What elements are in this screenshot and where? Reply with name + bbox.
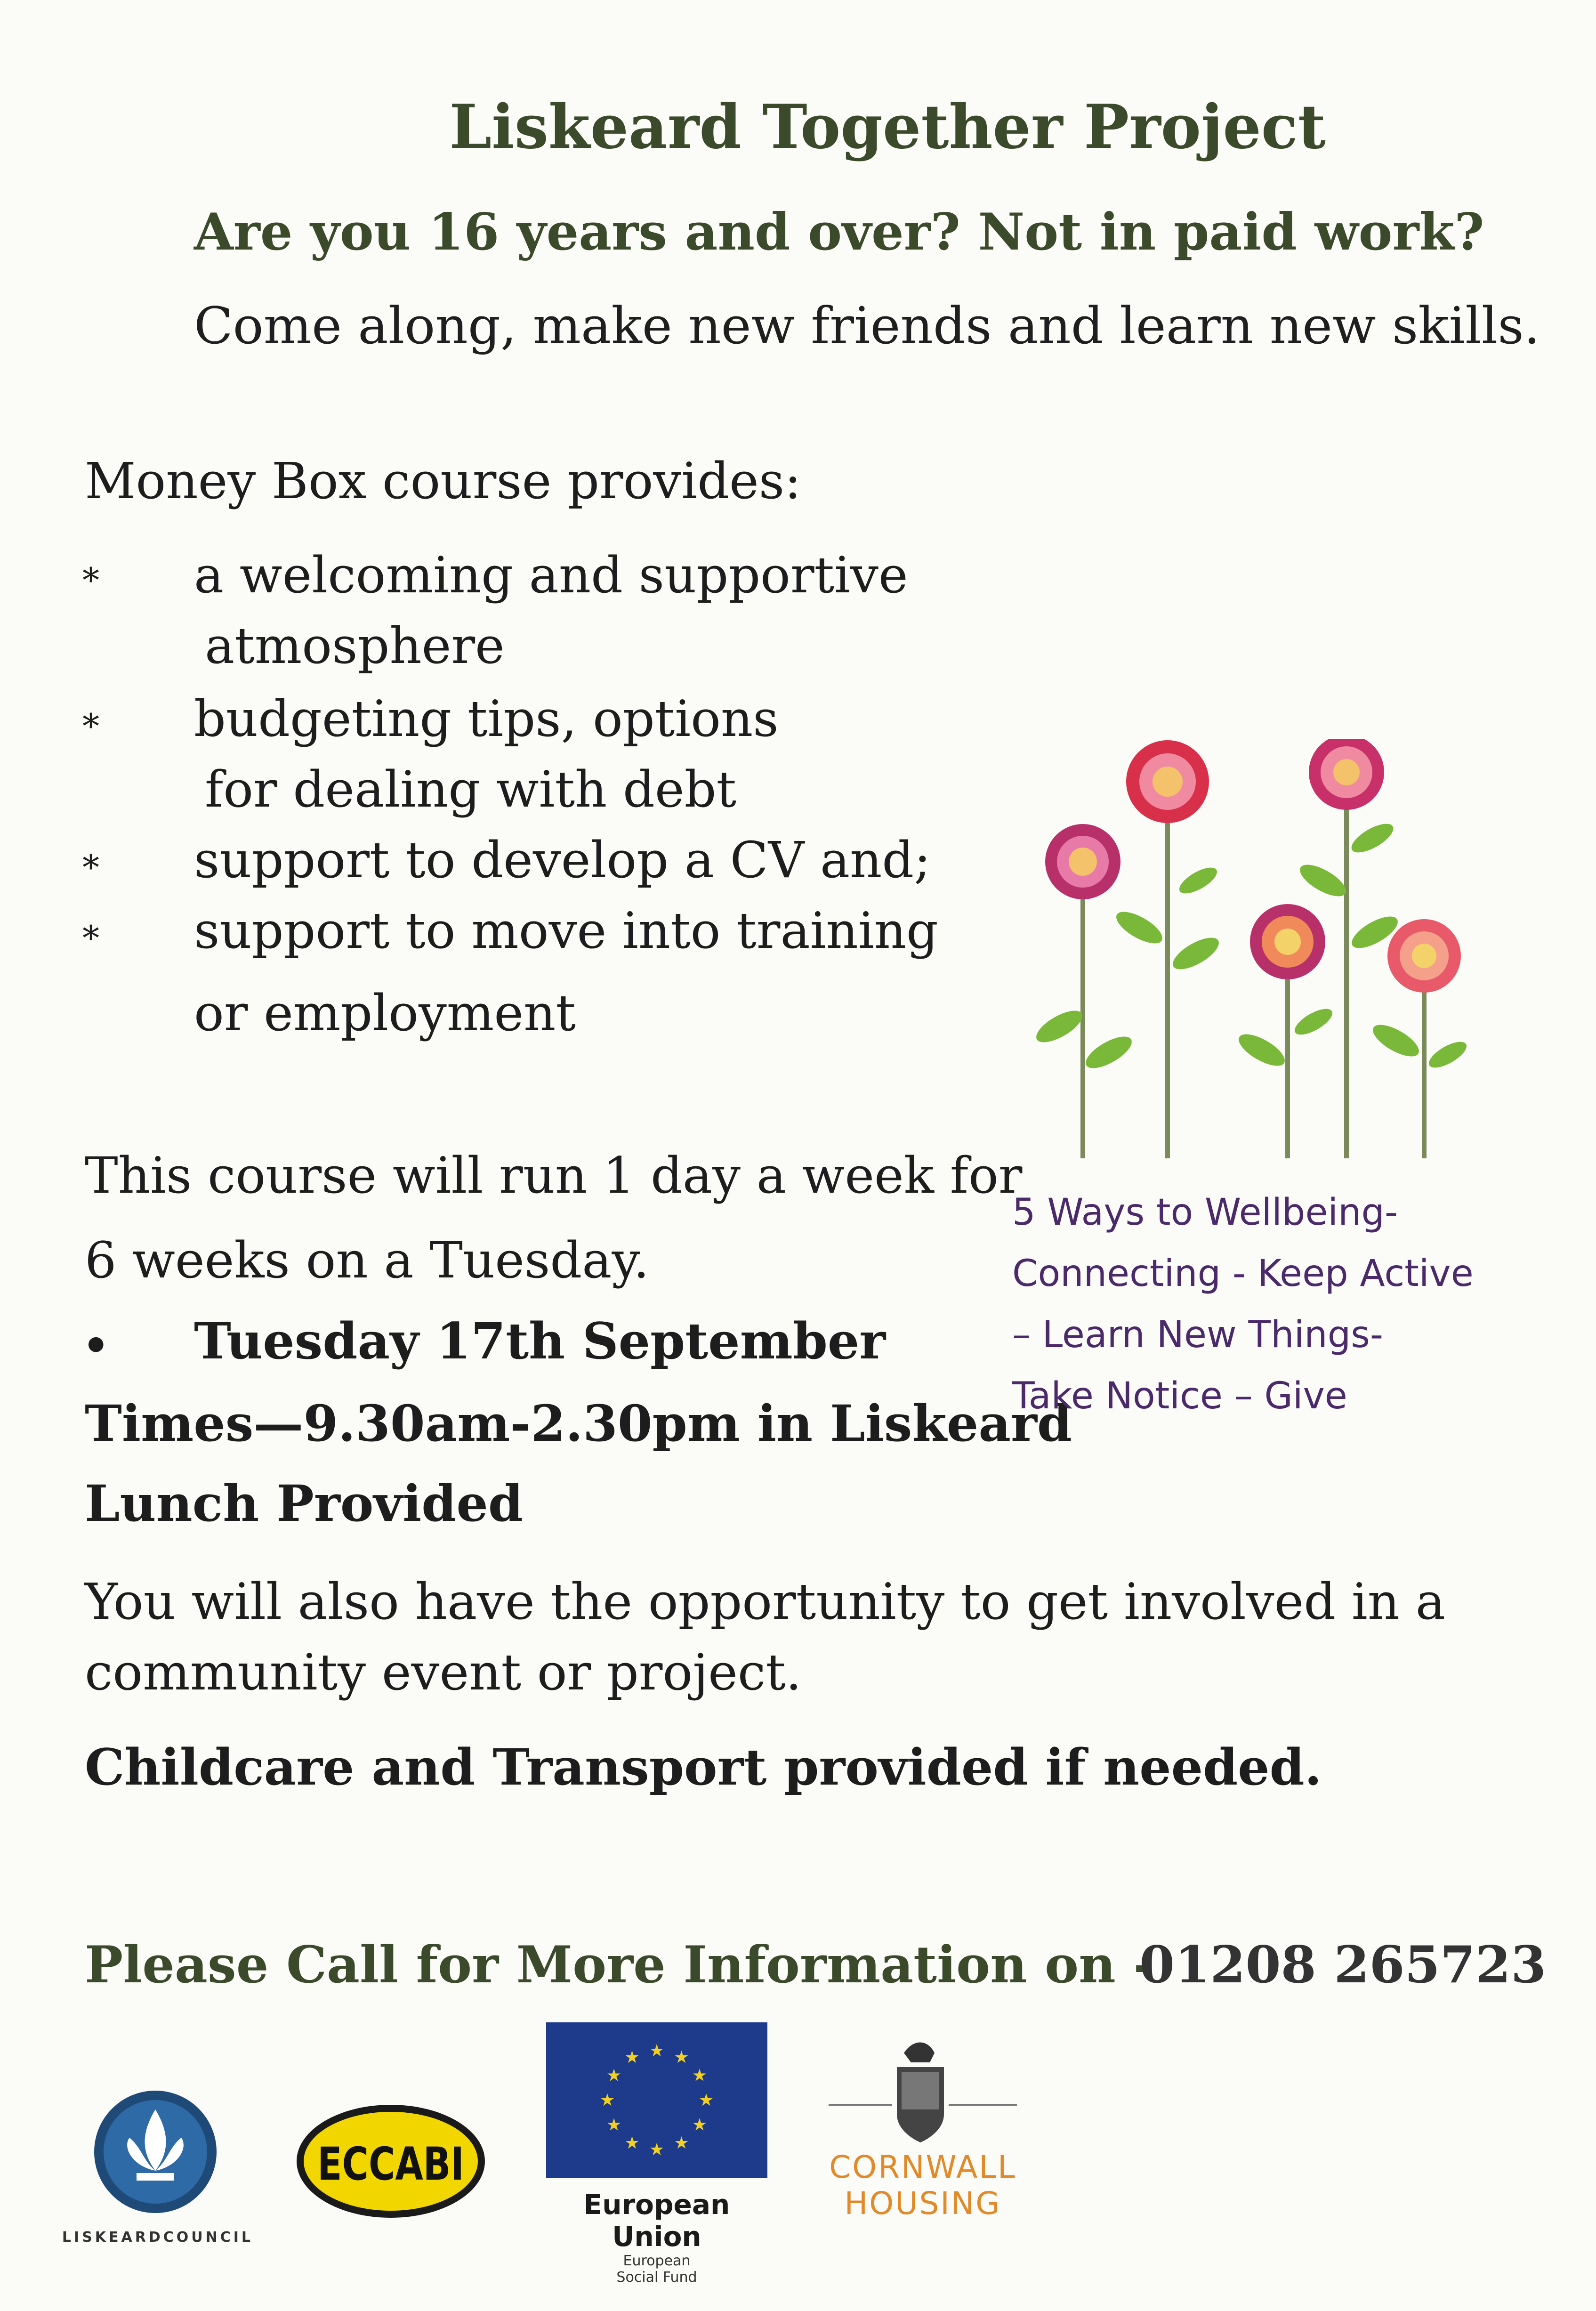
liskeard-council-logo bbox=[47, 2081, 268, 2260]
course-intro: Money Box course provides: bbox=[85, 452, 801, 510]
wellbeing-line: Connecting - Keep Active bbox=[1012, 1252, 1474, 1295]
eu-star-icon: ★ bbox=[599, 2091, 615, 2110]
cornwall-text: CORNWALL bbox=[829, 2149, 1016, 2185]
lunch-note: Lunch Provided bbox=[85, 1474, 523, 1533]
bullet-star: * bbox=[82, 560, 99, 600]
list-item-cv: support to develop a CV and; bbox=[194, 831, 931, 889]
coat-of-arms-icon bbox=[810, 2034, 1036, 2147]
eu-subtitle-2: Social Fund bbox=[616, 2269, 697, 2286]
list-item-training: support to move into training bbox=[194, 902, 938, 960]
housing-text: HOUSING bbox=[844, 2185, 1001, 2222]
bullet-star: * bbox=[82, 918, 99, 958]
eu-star-icon: ★ bbox=[624, 2048, 640, 2068]
eu-subtitle-1: European bbox=[623, 2253, 691, 2269]
eu-star-icon: ★ bbox=[649, 2041, 665, 2061]
cornwall-housing-logo bbox=[810, 2034, 1036, 2241]
bullet-dot: • bbox=[82, 1321, 110, 1371]
schedule-line-2: 6 weeks on a Tuesday. bbox=[85, 1231, 649, 1289]
eu-star-icon: ★ bbox=[674, 2048, 689, 2068]
childcare-note: Childcare and Transport provided if needed. bbox=[85, 1737, 1322, 1796]
bullet-star: * bbox=[82, 706, 99, 746]
eu-title: European Union bbox=[583, 2189, 730, 2253]
eligibility-question: Are you 16 years and over? Not in paid work? bbox=[194, 202, 1484, 262]
list-item-training-cont: or employment bbox=[194, 984, 576, 1042]
wellbeing-caption bbox=[1012, 1182, 1554, 1427]
opportunity-line-1: You will also have the opportunity to get involved in a bbox=[85, 1573, 1445, 1631]
wellbeing-line: – Learn New Things- bbox=[1012, 1314, 1383, 1356]
eu-star-icon: ★ bbox=[698, 2091, 714, 2110]
course-times: Times—9.30am-2.30pm in Liskeard bbox=[85, 1394, 1072, 1453]
eu-flag-icon bbox=[544, 2020, 770, 2180]
eccabi-logo bbox=[292, 2100, 490, 2222]
page-title: Liskeard Together Project bbox=[449, 92, 1326, 162]
eu-star-icon: ★ bbox=[674, 2133, 689, 2153]
schedule-line-1: This course will run 1 day a week for bbox=[85, 1147, 1023, 1204]
list-item-welcoming: a welcoming and supportive bbox=[194, 546, 908, 604]
tagline: Come along, make new friends and learn new skills. bbox=[194, 297, 1540, 356]
list-item-budgeting-cont: for dealing with debt bbox=[205, 760, 737, 818]
list-item-budgeting: budgeting tips, options bbox=[194, 690, 779, 748]
eccabi-text: ECCABI bbox=[317, 2138, 464, 2190]
eu-star-icon: ★ bbox=[606, 2066, 622, 2085]
wellbeing-line: 5 Ways to Wellbeing- bbox=[1012, 1191, 1398, 1234]
list-item-welcoming-cont: atmosphere bbox=[205, 617, 505, 675]
eu-star-icon: ★ bbox=[692, 2115, 708, 2135]
fleur-de-lis-icon bbox=[47, 2081, 268, 2222]
opportunity-line-2: community event or project. bbox=[85, 1643, 802, 1701]
eu-logo bbox=[544, 2020, 770, 2286]
flowers-illustration bbox=[1022, 739, 1492, 1163]
liskeard-council-text: LISKEARDCOUNCIL bbox=[62, 2229, 254, 2246]
eu-star-icon: ★ bbox=[624, 2133, 640, 2153]
bullet-star: * bbox=[82, 848, 99, 887]
phone-number: 01208 265723 bbox=[1139, 1935, 1547, 1995]
eu-star-icon: ★ bbox=[649, 2140, 665, 2159]
contact-label: Please Call for More Information on - bbox=[85, 1935, 1155, 1995]
eu-star-icon: ★ bbox=[692, 2066, 708, 2085]
course-date: Tuesday 17th September bbox=[194, 1311, 886, 1370]
wellbeing-line: Take Notice – Give bbox=[1012, 1375, 1347, 1417]
eu-star-icon: ★ bbox=[606, 2115, 622, 2135]
